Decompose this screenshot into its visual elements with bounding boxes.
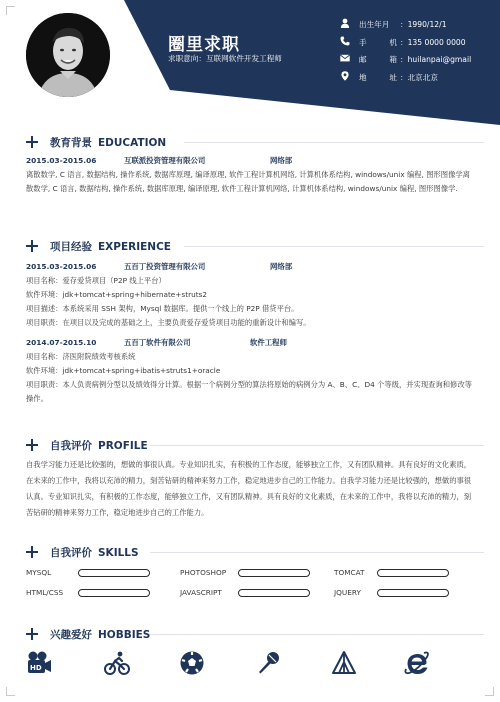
education-school: 互联派投资管理有限公司 [124, 156, 206, 165]
corner-mark-bottom-right [485, 687, 494, 696]
section-education [26, 134, 481, 196]
experience-date: 2015.03-2015.06 [26, 262, 97, 271]
internet-explorer-icon [404, 650, 430, 676]
section-divider [150, 634, 484, 635]
info-label-birth: 出生年月 [359, 20, 390, 29]
section-header-hobbies [26, 626, 481, 642]
plus-icon [26, 628, 38, 640]
section-header-profile [26, 437, 481, 453]
experience-entry-header [26, 336, 481, 350]
skill-bar [78, 589, 150, 597]
experience-role: 软件工程师 [250, 338, 287, 347]
section-header-skills [26, 544, 481, 560]
section-header-experience [26, 238, 481, 254]
job-intent: 求职意向：互联网软件开发工程师 [168, 54, 282, 63]
education-date: 2015.03-2015.06 [26, 156, 97, 165]
person-icon [340, 18, 350, 28]
plus-icon [26, 546, 38, 558]
skill-name: JAVASCRIPT [180, 588, 222, 597]
education-description: 离散数学, C 语言, 数据结构, 操作系统, 数据库原理, 编译原理, 软件工程计算机网络, 计算机体系结构, windows/unix 编程, 图形图像学离散数学, C 语言, 数据结构, 操作系统, 数据库原理, 编译原理, 软件工程计算机网络, 计算机体系结构, windows/unix 编程, 图形图像学. [26, 170, 470, 193]
corner-mark-bottom-left [6, 687, 15, 696]
microphone-icon [255, 650, 281, 676]
phone-icon [340, 36, 350, 46]
section-skills [26, 544, 481, 608]
skill-bar [238, 569, 310, 577]
section-title-skills: 自我评价 SKILLS [50, 547, 139, 559]
profile-photo [26, 13, 110, 97]
experience-company: 五百丁软件有限公司 [124, 338, 191, 347]
experience-date: 2014.07-2015.10 [26, 338, 97, 347]
section-hobbies [26, 626, 481, 642]
svg-text:HD: HD [30, 664, 42, 672]
skill-name: MYSQL [26, 568, 52, 577]
experience-company: 五百丁投资管理有限公司 [124, 262, 206, 271]
education-entry-header [26, 154, 481, 168]
skill-name: PHOTOSHOP [180, 568, 227, 577]
plus-icon [26, 439, 38, 451]
experience-line: 软件环境：jdk+tomcat+spring+hibernate+struts2 [26, 290, 208, 299]
profile-text: 自我学习能力还是比较强的，想做的事很认真。专业知识扎实，有积极的工作态度，能够独立工作，又有团队精神。具有良好的文化素质，在未来的工作中，我将以充沛的精力，刻苦钻研的精神来努力工作，稳定地进步自己的工作能力。自我学习能力还是比较强的，想做的事很认真。专业知识扎实，有积极的工作态度，能够独立工作，又有团队精神。具有良好的文化素质，在未来的工作中，我将以充沛的精力，刻苦钻研的精神来努力工作，稳定地进步自己的工作能力。 [26, 460, 472, 517]
skill-bar [377, 589, 449, 597]
experience-role: 网络部 [270, 262, 293, 271]
soccer-ball-icon [179, 650, 205, 676]
experience-line: 软件环境：jdk+tomcat+spring+ibatis+struts1+oracle [26, 366, 221, 375]
skill-bar [238, 589, 310, 597]
skills-grid [26, 568, 481, 608]
education-dept: 网络部 [270, 156, 293, 165]
info-label-email: 邮 箱 [359, 55, 397, 65]
movie-camera-hd-icon [26, 650, 52, 676]
experience-line: 项目名称：济医附院绩效考核系统 [26, 352, 136, 361]
section-experience [26, 238, 481, 406]
experience-line: 项目职责：在项目以及完成的基础之上，主要负责爱存爱贷项目功能的重新设计和编写。 [26, 318, 311, 327]
info-label-address: 地 址 [359, 72, 397, 82]
experience-entry-header [26, 260, 481, 274]
section-title-education: 教育背景 EDUCATION [50, 137, 167, 149]
skill-name: TOMCAT [334, 568, 365, 577]
info-value-birth: ：1990/12/1 [400, 20, 447, 29]
experience-line: 项目描述：本系统采用 SSH 架构，Mysql 数据库。提供一个线上的 P2P 借贷平台。 [26, 304, 299, 313]
location-icon [340, 71, 350, 81]
hobbies-icons [26, 650, 466, 680]
section-divider [150, 445, 484, 446]
info-value-phone: ：135 0000 0000 [400, 37, 466, 47]
section-title-experience: 项目经验 EXPERIENCE [50, 241, 171, 253]
section-title-profile: 自我评价 PROFILE [50, 440, 148, 452]
plus-icon [26, 240, 38, 252]
section-title-hobbies: 兴趣爱好 HOBBIES [50, 629, 151, 641]
skill-name: JQUERY [334, 588, 361, 597]
section-profile [26, 437, 481, 521]
section-divider [184, 246, 484, 247]
candidate-name: 圈里求职 [168, 35, 240, 55]
skill-name: HTML/CSS [26, 588, 64, 597]
skill-bar [78, 569, 150, 577]
info-value-email: ：huilanpai@gmail [400, 55, 472, 65]
tent-icon [331, 650, 357, 676]
mail-icon [340, 53, 350, 63]
info-value-address: ：北京北京 [400, 72, 438, 82]
section-header-education [26, 134, 481, 150]
experience-line: 项目名称：爱存爱贷项目（P2P 线上平台） [26, 276, 166, 285]
plus-icon [26, 136, 38, 148]
skill-bar [377, 569, 449, 577]
cycling-icon [104, 650, 130, 676]
section-divider [150, 552, 484, 553]
experience-line: 项目职责：本人负责病例分型以及绩效得分计算。根据一个病例分型的算法将原始的病例分为 A、B、C、D4 个等级，并实现查询和修改等操作。 [26, 380, 472, 403]
section-divider [184, 142, 484, 143]
info-label-phone: 手 机 [359, 37, 397, 47]
